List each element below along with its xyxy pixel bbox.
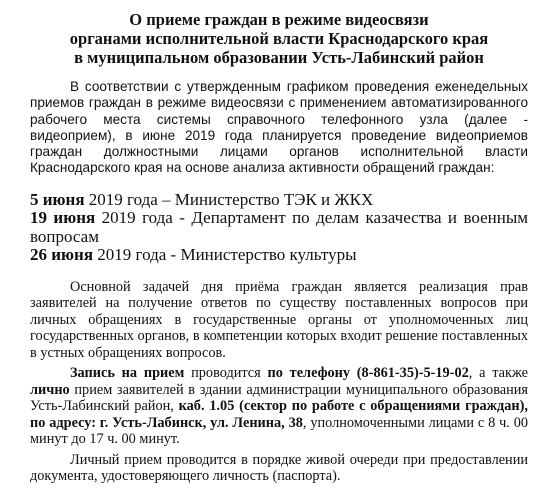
schedule-item	[30, 209, 528, 246]
intro-paragraph: В соответствии с утвержденным графиком проведения еженедельных приемов граждан в режиме видеосвязи с применением автоматизированного рабочего места системы справочного телефонного узла (далее - видеоприем), в июне 2019 года планируется проведение видеоприемов граждан должностными лицами органов исполнительной власти Краснодарского края на основе анализа активности обращений граждан:	[30, 79, 528, 176]
appointment-text-3: прием заявителей в здании администрации муниципального образования Усть-Лабинский район,	[30, 381, 528, 415]
appointment-text-1: проводится	[184, 365, 268, 382]
appointment-paragraph	[30, 365, 528, 448]
schedule-date: 5 июня	[30, 189, 85, 209]
appointment-bold-3: лично	[30, 381, 70, 398]
appointment-bold-1: Запись на прием	[70, 365, 185, 382]
document-title	[30, 10, 528, 67]
schedule-text: 2019 года – Министерство ТЭК и ЖКХ	[84, 189, 374, 209]
schedule-date: 26 июня	[30, 245, 94, 265]
schedule-date: 19 июня	[30, 208, 96, 228]
appointment-text-4: , уполномоченными лицами с 8 ч. 00 минут до 17 ч. 00 минут.	[30, 414, 528, 448]
personal-reception-paragraph: Личный прием проводится в порядке живой очереди при предоставлении документа, удостоверяющего личность (паспорта).	[30, 451, 528, 485]
main-task-paragraph: Основной задачей дня приёма граждан является реализация прав заявителей на получение ответов по существу поставленных вопросов при личных обращениях в государственные органы от уполномоченных лиц государственных органов, в компетенции которых входит решение поставленных в устных обращениях вопросов.	[30, 278, 528, 361]
title-line-3: в муниципальном образовании Усть-Лабинский район	[74, 48, 484, 67]
phone-number: по телефону (8-861-35)-5-19-02	[267, 365, 469, 382]
appointment-text-2: , а также	[468, 365, 528, 382]
schedule-item	[30, 246, 528, 265]
schedule-list	[30, 191, 528, 265]
office-address: каб. 1.05 (сектор по работе с обращениями граждан), по адресу: г. Усть-Лабинск, ул. Ленина, 38	[30, 398, 528, 431]
title-line-1: О приеме граждан в режиме видеосвязи	[129, 10, 429, 29]
schedule-text: 2019 года - Министерство культуры	[93, 245, 357, 265]
schedule-text: 2019 года - Департамент по делам казачества и военным вопросам	[30, 208, 528, 246]
schedule-item	[30, 191, 528, 210]
title-line-2: органами исполнительной власти Краснодарского края	[69, 29, 489, 48]
